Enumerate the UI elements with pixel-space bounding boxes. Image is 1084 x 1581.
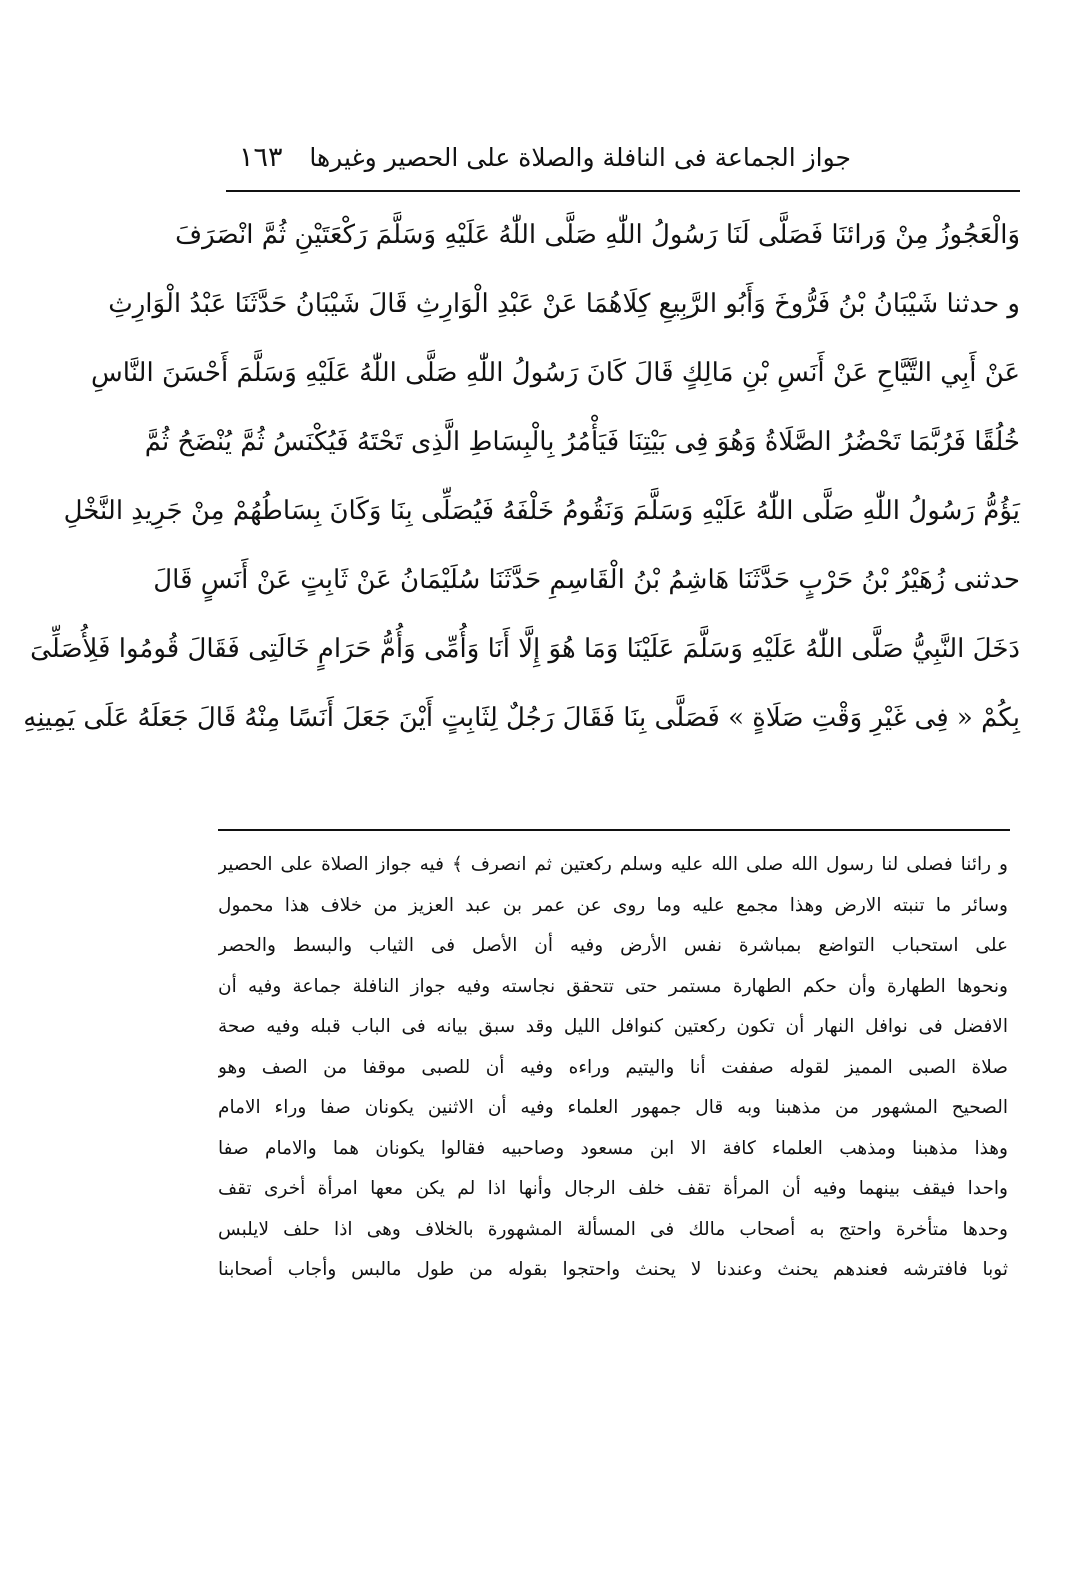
footnote-separator — [218, 829, 1010, 831]
page-number: ١٦٣ — [239, 142, 283, 173]
hadith-line: خُلُقًا فَرُبَّمَا تَحْضُرُ الصَّلَاةُ وَهُوَ فِى بَيْتِنَا فَيَأْمُرُ بِالْبِسَاطِ الَّذِى تَحْتَهُ فَيُكْنَسُ ثُمَّ يُنْضَحُ ثُمَّ — [144, 427, 1020, 457]
commentary-line: على استحباب التواضع بمباشرة نفس الأرض وفيه أن الأصل فى الثياب والبسط والحصر — [218, 935, 1008, 956]
commentary-line: صلاة الصبى المميز لقوله صففت أنا واليتيم وراءه وفيه أن للصبى موقفا من الصف وهو — [218, 1056, 1008, 1078]
hadith-line: يَؤُمُّ رَسُولُ اللّٰهِ صَلَّى اللّٰهُ عَلَيْهِ وَسَلَّمَ وَنَقُومُ خَلْفَهُ فَيُصَلِّى بِنَا وَكَانَ بِسَاطُهُمْ مِنْ جَرِيدِ النَّخْلِ — [63, 496, 1020, 526]
commentary-line: وحدها متأخرة واحتج به أصحاب مالك فى المسألة المشهورة بالخلاف وهى اذا حلف لايلبس — [218, 1218, 1008, 1240]
hadith-line: بِكُمْ « فِى غَيْرِ وَقْتِ صَلَاةٍ » فَصَلَّى بِنَا فَقَالَ رَجُلٌ لِثَابِتٍ أَيْنَ جَعَلَ أَنَسًا مِنْهُ قَالَ جَعَلَهُ عَلَى يَمِينِهِ — [23, 703, 1020, 733]
hadith-line: عَنْ أَبِي التَّيَّاحِ عَنْ أَنَسِ بْنِ مَالِكٍ قَالَ كَانَ رَسُولُ اللّٰهِ صَلَّى اللّٰهُ عَلَيْهِ وَسَلَّمَ أَحْسَنَ النَّاسِ — [91, 358, 1020, 388]
hadith-line: حدثنى زُهَيْرُ بْنُ حَرْبٍ حَدَّثَنَا هَاشِمُ بْنُ الْقَاسِمِ حَدَّثَنَا سُلَيْمَانُ عَنْ ثَابِتٍ عَنْ أَنَسٍ قَالَ — [153, 565, 1020, 595]
running-title: جواز الجماعة فى النافلة والصلاة على الحصير وغيرها — [309, 143, 851, 172]
commentary-line: ثوبا فافترشه فعندهم يحنث وعندنا لا يحنث واحتجوا بقوله من طول مالبس وأجاب أصحابنا — [218, 1259, 1008, 1280]
hadith-text — [23, 200, 1020, 752]
commentary-line: وسائر ما تنبته الارض وهذا مجمع عليه وما روى عن عمر بن عبد العزيز من خلاف هذا محمول — [218, 894, 1008, 916]
commentary-line: واحدا فيقف بينهما وفيه أن المرأة تقف خلف الرجال وأنها اذا لم يكن معها امرأة أخرى تقف — [218, 1178, 1008, 1199]
header-rule — [226, 190, 1020, 192]
commentary-line: ونحوها الطهارة وأن حكم الطهارة مستمر حتى تتحقق نجاسته وفيه جواز النافلة جماعة وفيه أن — [218, 975, 1008, 997]
commentary-text — [218, 845, 1008, 1291]
commentary-line: وهذا مذهبنا ومذهب العلماء كافة الا ابن مسعود وصاحبيه فقالوا يكونان هما والامام صفا — [218, 1137, 1008, 1159]
hadith-line: دَخَلَ النَّبِيُّ صَلَّى اللّٰهُ عَلَيْهِ وَسَلَّمَ عَلَيْنَا وَمَا هُوَ إِلَّا أَنَا وَأُمِّى وَأُمُّ حَرَامٍ خَالَتِى فَقَالَ قُومُوا فَلِأُصَلِّىَ — [30, 634, 1020, 664]
commentary-line: الصحيح المشهور من مذهبنا وبه قال جمهور العلماء وفيه أن الاثنين يكونان صفا وراء الامام — [218, 1097, 1008, 1118]
hadith-line: و حدثنا شَيْبَانُ بْنُ فَرُّوخَ وَأَبُو الرَّبِيعِ كِلَاهُمَا عَنْ عَبْدِ الْوَارِثِ قَالَ شَيْبَانُ حَدَّثَنَا عَبْدُ الْوَارِثِ — [108, 289, 1020, 319]
commentary-line: و رائنا فصلى لنا رسول الله صلى الله عليه وسلم ركعتين ثم انصرف ﴾ فيه جواز الصلاة على الحصير — [218, 854, 1008, 875]
commentary-line: الافضل فى نوافل النهار أن تكون ركعتين كنوافل الليل وقد سبق بيانه فى الباب قبله وفيه صحة — [218, 1016, 1008, 1037]
hadith-line: وَالْعَجُوزُ مِنْ وَرائنَا فَصَلَّى لَنَا رَسُولُ اللّٰهِ صَلَّى اللّٰهُ عَلَيْهِ وَسَلَّمَ رَكْعَتَيْنِ ثُمَّ انْصَرَفَ — [175, 220, 1020, 250]
page-header — [239, 137, 851, 175]
